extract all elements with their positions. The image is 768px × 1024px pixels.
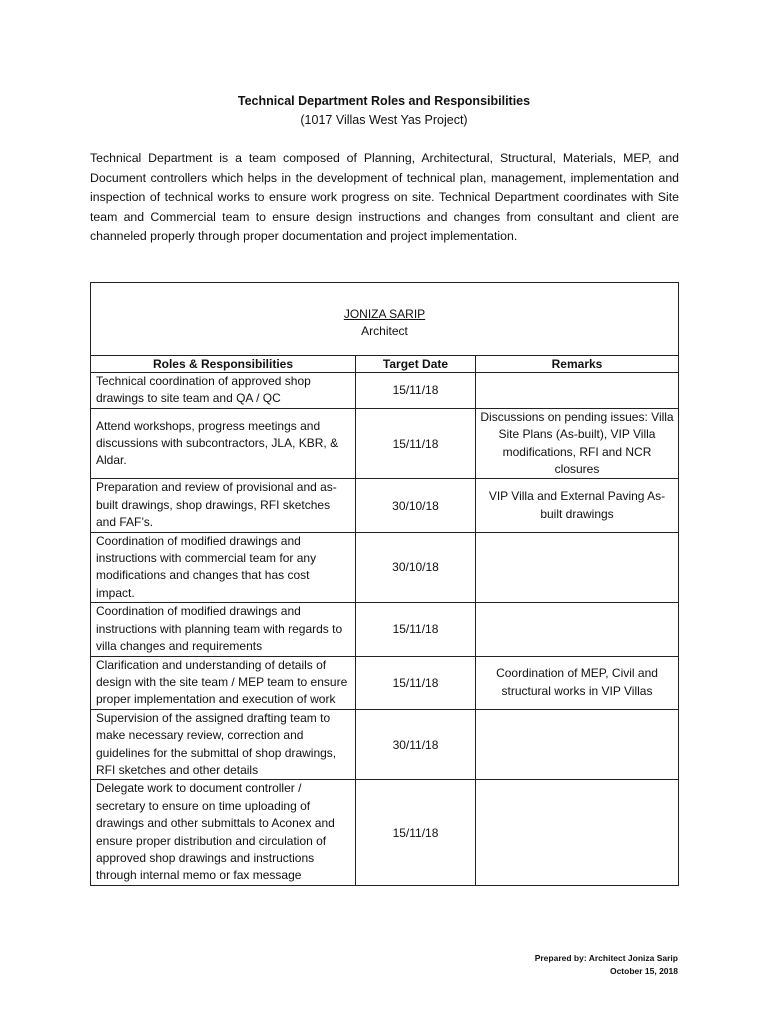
roles-table <box>90 282 679 886</box>
prepared-by: Prepared by: Architect Joniza Sarip <box>534 953 678 963</box>
table-row <box>91 780 679 885</box>
date-cell: 15/11/18 <box>356 656 476 709</box>
date-cell: 15/11/18 <box>356 373 476 409</box>
role-cell: Coordination of modified drawings and instructions with commercial team for any modifications and changes that has cost impact. <box>91 532 356 603</box>
date-cell: 30/10/18 <box>356 479 476 532</box>
role-cell: Supervision of the assigned drafting team to make necessary review, correction and guidelines for the submittal of shop drawings, RFI sketches and other details <box>91 709 356 780</box>
table-header-person <box>91 283 679 356</box>
date-cell: 15/11/18 <box>356 408 476 479</box>
remarks-cell: Discussions on pending issues: Villa Site Plans (As-built), VIP Villa modifications, RFI and NCR closures <box>476 408 679 479</box>
table-row <box>91 532 679 603</box>
role-cell: Delegate work to document controller / secretary to ensure on time uploading of drawings and other submittals to Aconex and ensure proper distribution and circulation of approved shop drawings and instructions through internal memo or fax message <box>91 780 356 885</box>
role-cell: Preparation and review of provisional and as-built drawings, shop drawings, RFI sketches and FAF’s. <box>91 479 356 532</box>
intro-paragraph: Technical Department is a team composed of Planning, Architectural, Structural, Materials, MEP, and Document controllers which helps in the development of technical plan, management, implementation and inspection of technical works to ensure work progress on site. Technical Department coordinates with Site team and Commercial team to ensure design instructions and changes from consultant and client are channeled properly through proper documentation and project implementation. <box>90 151 679 243</box>
col-header-date: Target Date <box>356 356 476 373</box>
table-row <box>91 479 679 532</box>
person-role: Architect <box>361 323 408 338</box>
role-cell: Coordination of modified drawings and instructions with planning team with regards to villa changes and requirements <box>91 603 356 656</box>
column-header-row <box>91 356 679 373</box>
person-cell <box>91 283 679 356</box>
date-cell: 15/11/18 <box>356 780 476 885</box>
table-row <box>91 373 679 409</box>
remarks-cell <box>476 373 679 409</box>
col-header-roles: Roles & Responsibilities <box>91 356 356 373</box>
remarks-cell: Coordination of MEP, Civil and structural works in VIP Villas <box>476 656 679 709</box>
table-row <box>91 408 679 479</box>
document-title: Technical Department Roles and Responsibilities <box>237 94 531 108</box>
remarks-cell <box>476 709 679 780</box>
date-cell: 15/11/18 <box>356 603 476 656</box>
document-subtitle: (1017 Villas West Yas Project) <box>300 113 468 127</box>
person-name: JONIZA SARIP <box>343 306 426 321</box>
remarks-cell <box>476 532 679 603</box>
remarks-cell <box>476 780 679 885</box>
remarks-cell: VIP Villa and External Paving As-built drawings <box>476 479 679 532</box>
date-cell: 30/11/18 <box>356 709 476 780</box>
table-row <box>91 603 679 656</box>
col-header-remarks: Remarks <box>476 356 679 373</box>
prepared-date: October 15, 2018 <box>609 966 678 976</box>
table-row <box>91 709 679 780</box>
prepared-by-block <box>535 952 678 978</box>
remarks-cell <box>476 603 679 656</box>
date-cell: 30/10/18 <box>356 532 476 603</box>
role-cell: Technical coordination of approved shop drawings to site team and QA / QC <box>91 373 356 409</box>
role-cell: Attend workshops, progress meetings and discussions with subcontractors, JLA, KBR, & Aldar. <box>91 408 356 479</box>
table-row <box>91 656 679 709</box>
role-cell: Clarification and understanding of details of design with the site team / MEP team to ensure proper implementation and execution of work <box>91 656 356 709</box>
